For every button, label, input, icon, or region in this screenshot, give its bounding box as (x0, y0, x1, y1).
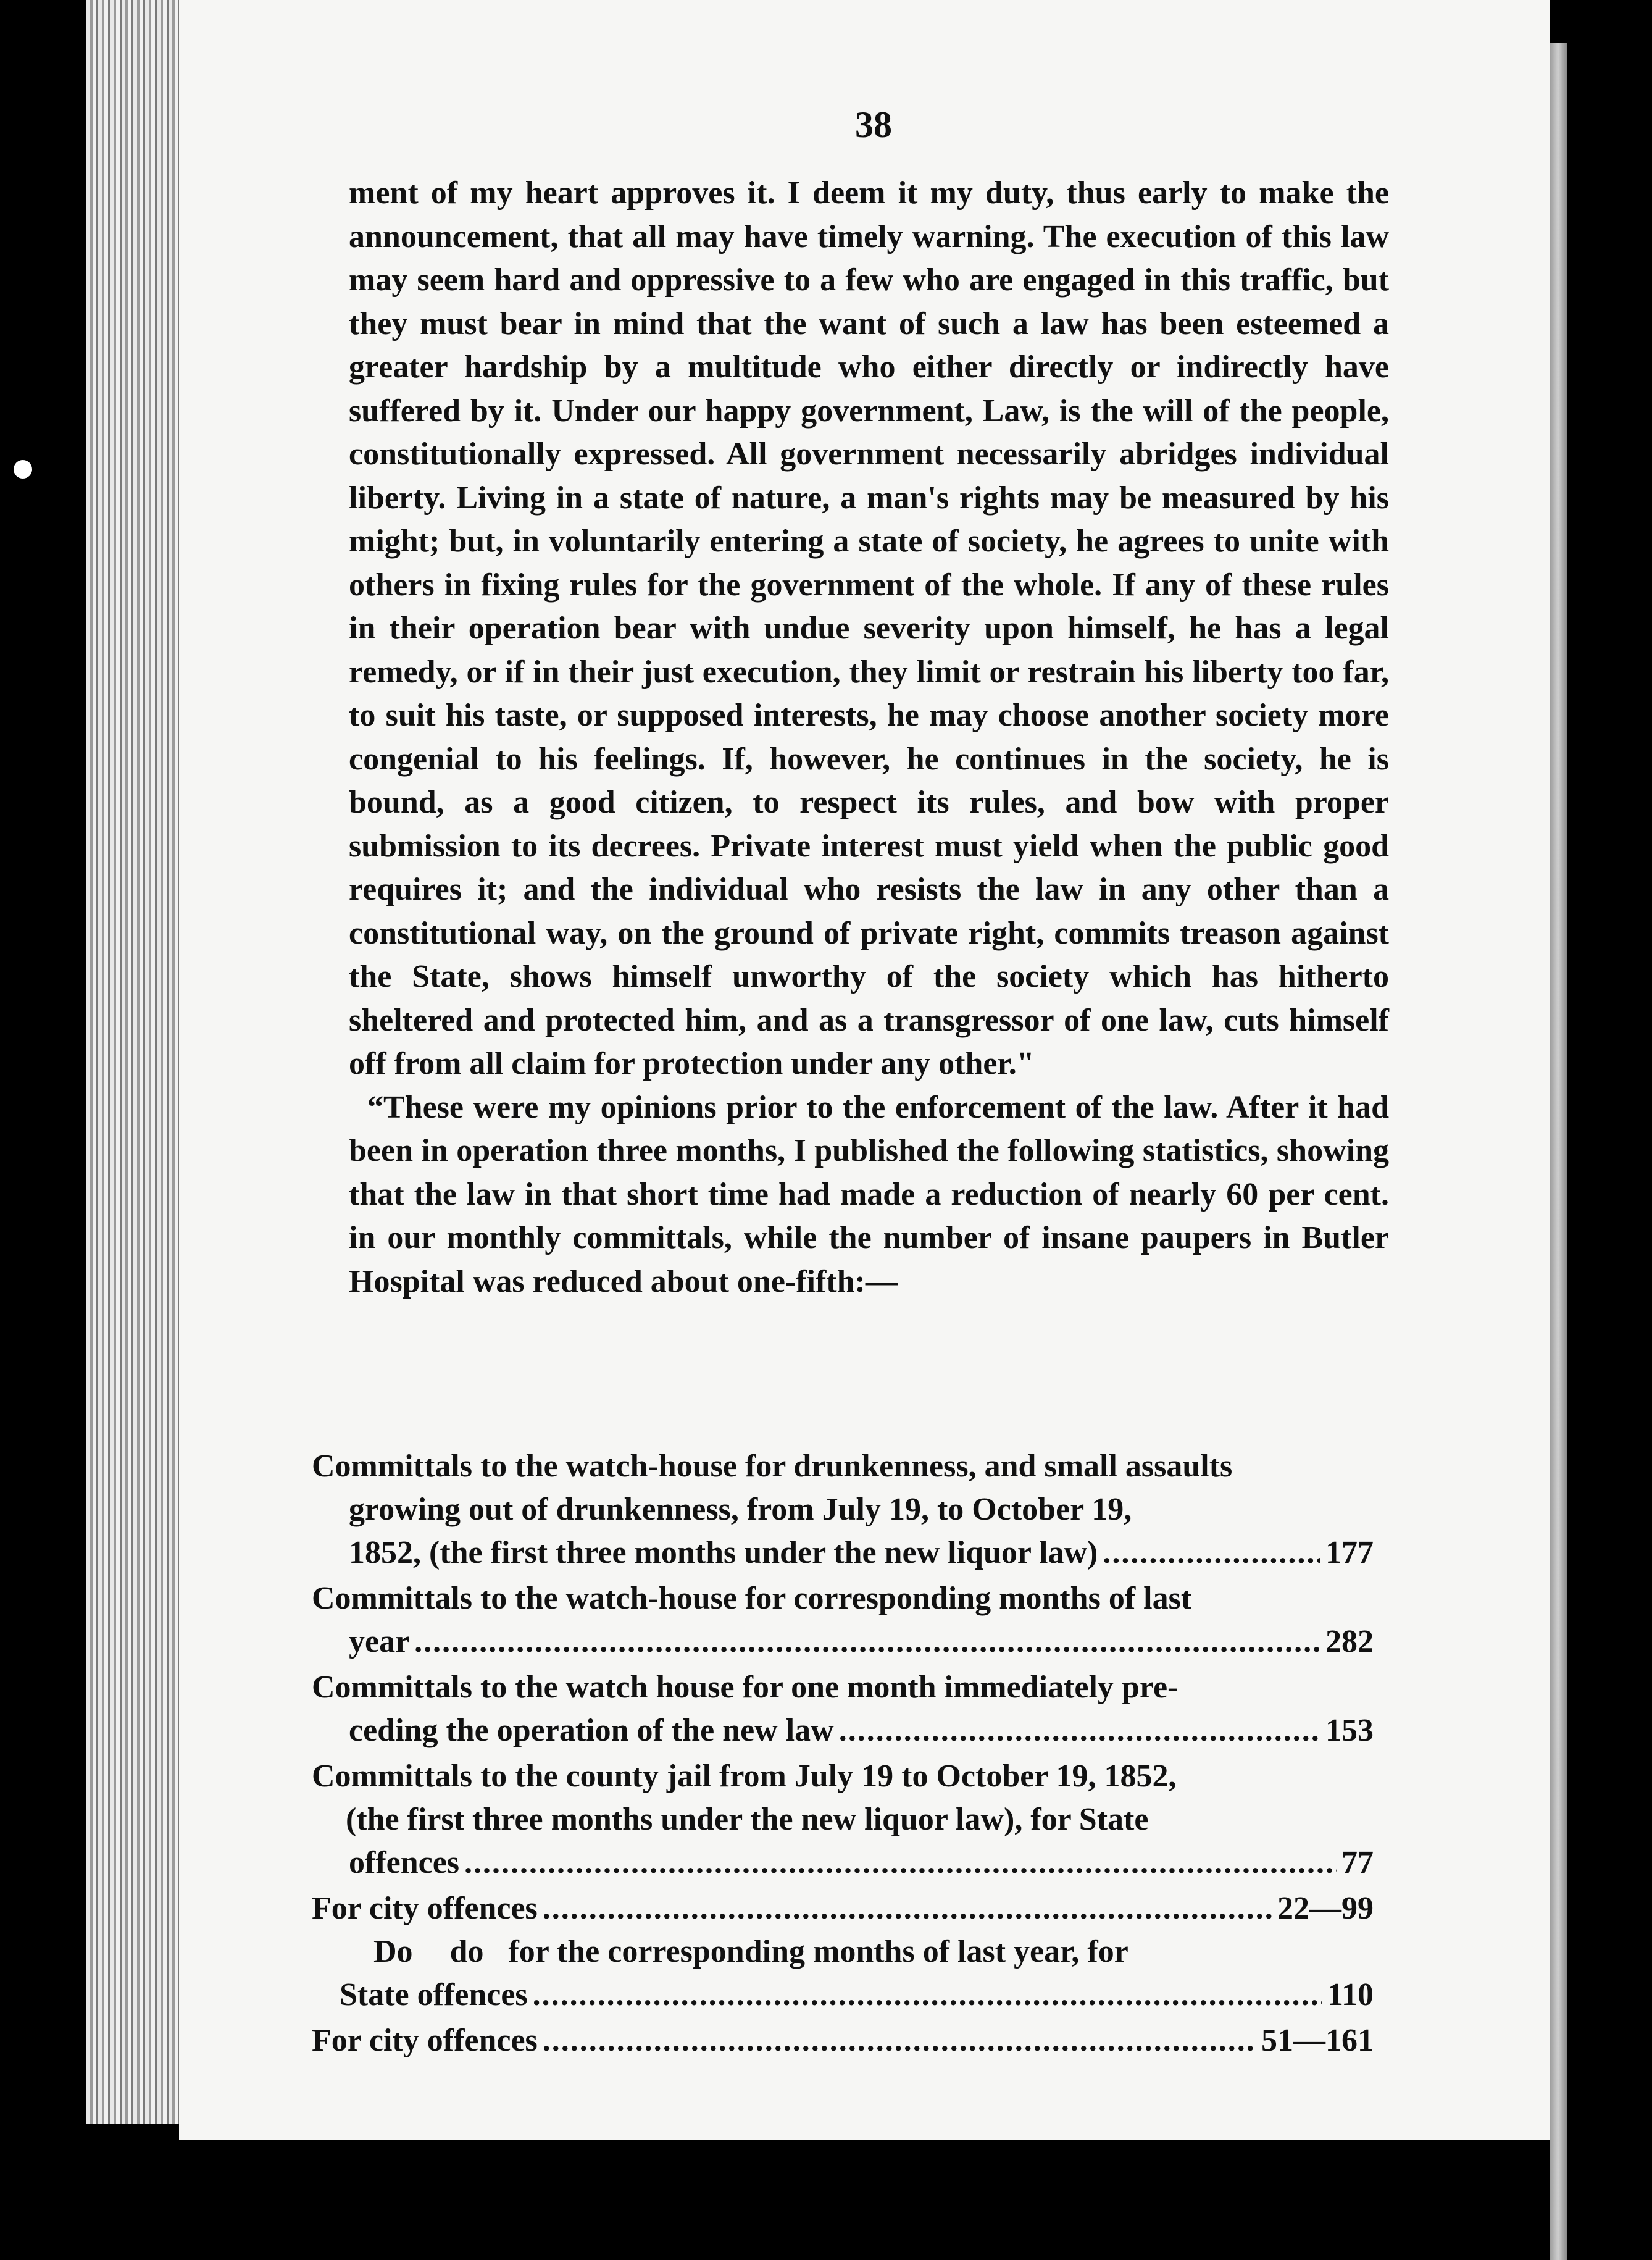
stat-value: 22—99 (1277, 1891, 1374, 1926)
statistics-list (312, 1445, 1374, 2062)
dot-leader (543, 1887, 1272, 1930)
stat-entry-text: Committals to the county jail from July 19 to October 19, 1852, (312, 1759, 1177, 1794)
stat-value: 77 (1341, 1845, 1374, 1880)
stat-entry-row (312, 1531, 1374, 1575)
stat-entry-watch-house-new-law (312, 1445, 1374, 1575)
stat-value: 153 (1325, 1713, 1374, 1748)
stat-entry-city-offences (312, 1887, 1374, 1930)
stat-entry-row (312, 1620, 1374, 1664)
stat-entry-text: growing out of drunkenness, from July 19, to October 19, (349, 1492, 1132, 1527)
stat-entry-text: year (349, 1624, 410, 1659)
ditto-mark: do (449, 1934, 484, 1969)
stacked-page-edges (86, 0, 185, 2124)
stat-entry-watch-house-preceding-month (312, 1666, 1374, 1752)
stat-entry-text: For city offences (312, 1891, 538, 1926)
stat-entry-do-last-year (312, 1930, 1374, 2017)
stat-value: 110 (1327, 1977, 1374, 2012)
stat-entry-text: offences (349, 1845, 460, 1880)
ditto-mark: Do (373, 1934, 413, 1969)
stat-entry-text: ceding the operation of the new law (349, 1713, 834, 1748)
stat-entry-text: For city offences (312, 2023, 538, 2058)
body-text (349, 172, 1389, 1304)
speck-mark (14, 460, 32, 479)
dot-leader (543, 2019, 1256, 2062)
dot-leader (414, 1620, 1320, 1664)
page-number: 38 (855, 104, 892, 145)
stat-value: 282 (1325, 1624, 1374, 1659)
stat-entry-text: Committals to the watch-house for drunkenness, and small assaults (312, 1449, 1233, 1484)
stat-entry-watch-house-last-year (312, 1577, 1374, 1664)
stat-entry-text (312, 1930, 1374, 1973)
stat-entry-text: Committals to the watch house for one month immediately pre- (312, 1670, 1179, 1705)
stat-entry-text: for the corresponding months of last year, for (508, 1934, 1128, 1969)
stat-entry-county-jail (312, 1755, 1374, 1885)
dot-leader (464, 1841, 1337, 1885)
stat-entry-text: Committals to the watch-house for corresponding months of last (312, 1581, 1192, 1616)
paragraph-continuation: ment of my heart approves it. I deem it my duty, thus early to make the announcement, that all may have timely warning. The execution of this law may seem hard and oppressive to a few who are engaged in this traffic, but they must bear in mind that the want of such a law has been esteemed a greater hardship by a multitude who either directly or indirectly have suffered by it. Under our happy government, Law, is the will of the people, constitutionally expressed. All government necessarily abridges individual liberty. Living in a state of nature, a man's rights may be measured by his might; but, in voluntarily entering a state of society, he agrees to unite with others in fixing rules for the government of the whole. If any of these rules in their operation bear with undue severity upon himself, he has a legal remedy, or if in their just execution, they limit or restrain his liberty too far, to suit his taste, or supposed interests, he may choose another society more congenial to his feelings. If, however, he continues in the society, he is bound, as a good citizen, to respect its rules, and bow with proper submission to its decrees. Private interest must yield when the public good requires it; and the individual who resists the law in any other than a constitutional way, on the ground of private right, commits treason against the State, shows himself unworthy of the society which has hitherto sheltered and protected him, and as a transgressor of one law, cuts himself off from all claim for protection under any other." (349, 175, 1389, 1081)
stat-value: 177 (1325, 1535, 1374, 1570)
stat-entry-text: (the first three months under the new liquor law), for State (346, 1802, 1149, 1837)
stat-value: 51—161 (1261, 2023, 1374, 2058)
dot-leader (533, 1973, 1322, 2017)
paragraph-quote: “These were my opinions prior to the enforcement of the law. After it had been in operation three months, I published the following statistics, showing that the law in that short time had made a reduction of nearly 60 per cent. in our monthly committals, while the number of insane paupers in Butler Hospital was reduced about one-fifth:— (349, 1089, 1389, 1299)
stat-entry-text: State offences (340, 1977, 528, 2012)
right-page-edge (1550, 43, 1567, 2260)
dot-leader (839, 1709, 1320, 1752)
stat-entry-row (312, 1841, 1374, 1885)
stat-entry-row (312, 1973, 1374, 2017)
stat-entry-row (312, 1709, 1374, 1752)
stat-entry-city-offences-last-year (312, 2019, 1374, 2062)
stat-entry-text: 1852, (the first three months under the new liquor law) (349, 1535, 1098, 1570)
dot-leader (1103, 1531, 1320, 1575)
